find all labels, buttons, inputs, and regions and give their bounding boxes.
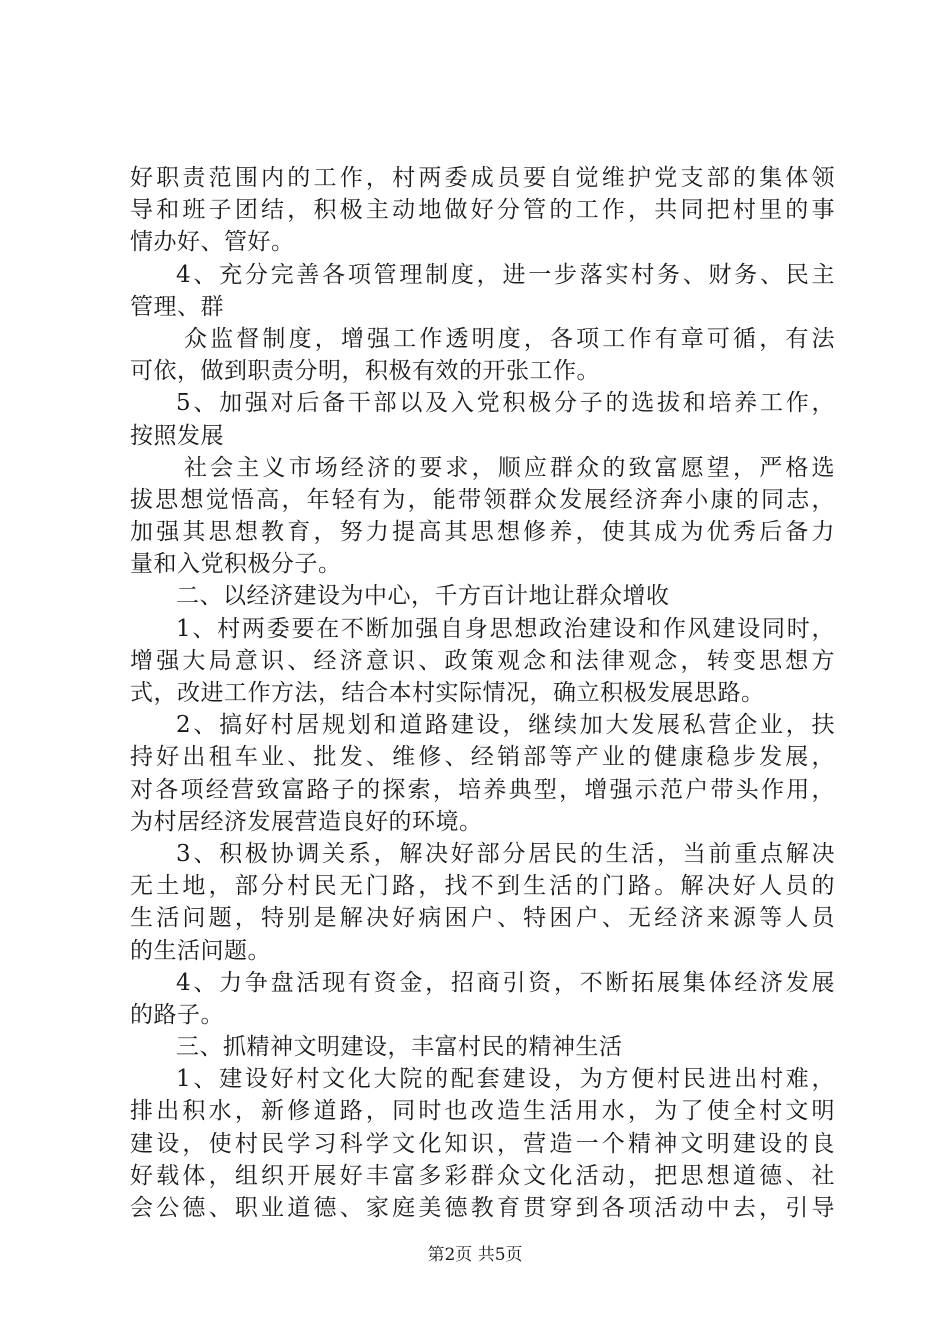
text-line: 生活问题，特别是解决好病困户、特困户、无经济来源等人员 (130, 905, 835, 932)
text-line: 1、建设好村文化大院的配套建设，为方便村民进出村难， (176, 1066, 835, 1093)
text-line: 5、加强对后备干部以及入党积极分子的选拔和培养工作， (176, 390, 835, 417)
text-line: 管理、群 (130, 293, 224, 320)
text-line: 排出积水，新修道路，同时也改造生活用水，为了使全村文明 (130, 1098, 835, 1125)
text-line: 的路子。 (130, 1001, 224, 1028)
text-line: 持好出租车业、批发、维修、经销部等产业的健康稳步发展， (130, 744, 835, 771)
text-line: 1、村两委要在不断加强自身思想政治建设和作风建设同时， (176, 615, 835, 642)
text-line: 无土地，部分村民无门路，找不到生活的门路。解决好人员的 (130, 873, 835, 900)
text-line: 加强其思想教育，努力提高其思想修养，使其成为优秀后备力 (130, 519, 835, 546)
text-line: 的生活问题。 (130, 937, 271, 964)
text-line: 可依，做到职责分明，积极有效的开张工作。 (130, 358, 600, 385)
text-line: 4、充分完善各项管理制度，进一步落实村务、财务、民主 (176, 261, 835, 288)
text-line: 对各项经营致富路子的探索，培养典型，增强示范户带头作用， (130, 776, 835, 803)
body-text (130, 162, 835, 1224)
text-line: 3、积极协调关系，解决好部分居民的生活，当前重点解决 (176, 840, 835, 867)
text-line: 导和班子团结，积极主动地做好分管的工作，共同把村里的事 (130, 197, 835, 224)
text-line: 好载体，组织开展好丰富多彩群众文化活动，把思想道德、社 (130, 1162, 835, 1189)
text-line: 4、力争盘活现有资金，招商引资，不断拓展集体经济发展 (176, 969, 835, 996)
text-line: 三、抓精神文明建设，丰富村民的精神生活 (176, 1034, 623, 1061)
text-line: 拔思想觉悟高，年轻有为，能带领群众发展经济奔小康的同志， (130, 486, 835, 513)
text-line: 好职责范围内的工作，村两委成员要自觉维护党支部的集体领 (130, 165, 835, 191)
text-line: 社会主义市场经济的要求，顺应群众的致富愿望，严格选 (184, 454, 835, 481)
text-line: 会公德、职业道德、家庭美德教育贯穿到各项活动中去，引导 (130, 1195, 835, 1221)
text-line: 众监督制度，增强工作透明度，各项工作有章可循，有法 (184, 325, 835, 352)
page-number-footer: 第2页 共5页 (427, 1245, 523, 1265)
text-line: 情办好、管好。 (130, 229, 295, 256)
text-line: 二、以经济建设为中心，千方百计地让群众增收 (176, 583, 670, 610)
text-line: 量和入党积极分子。 (130, 551, 342, 578)
text-line: 2、搞好村居规划和道路建设，继续加大发展私营企业，扶 (176, 712, 835, 739)
text-line: 为村居经济发展营造良好的环境。 (130, 808, 483, 835)
text-line: 建设，使村民学习科学文化知识，营造一个精神文明建设的良 (130, 1130, 835, 1157)
text-line: 式，改进工作方法，结合本村实际情况，确立积极发展思路。 (130, 680, 765, 706)
text-line: 增强大局意识、经济意识、政策观念和法律观念，转变思想方 (130, 647, 835, 674)
text-line: 按照发展 (130, 422, 224, 449)
